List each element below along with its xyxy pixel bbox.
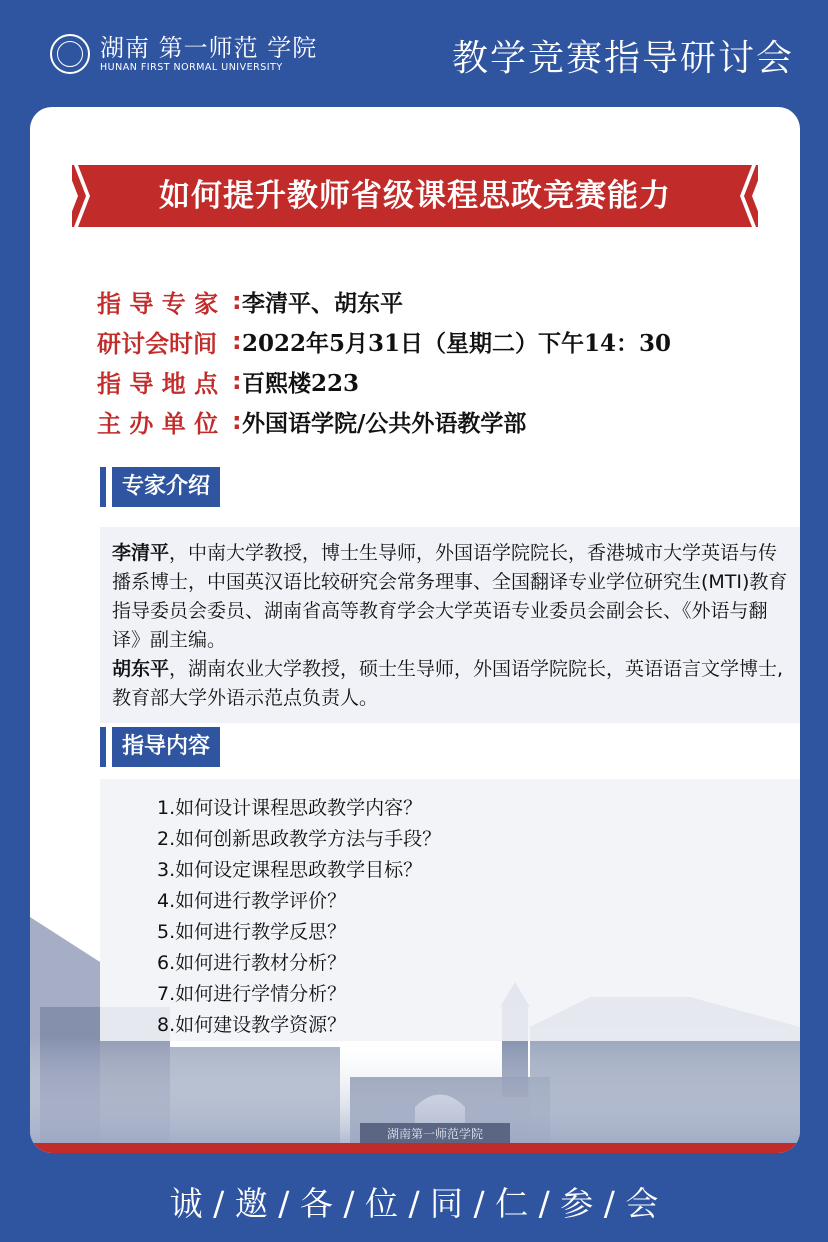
content-panel: [30, 107, 800, 1153]
logo-chinese-name: 湖南 第一师范 学院: [100, 34, 318, 62]
expert-name: 胡东平: [112, 658, 170, 680]
info-row-location: 指 导 地 点 : 百熙楼223: [97, 361, 767, 401]
section-title-experts: [100, 467, 220, 507]
section-title-guidance: [100, 727, 220, 767]
guidance-item: 2.如何创新思政教学方法与手段？: [157, 828, 442, 850]
guidance-item: 1.如何设计课程思政教学内容？: [157, 797, 423, 819]
guidance-list: [157, 793, 441, 1041]
guidance-item: 5.如何进行教学反思？: [157, 921, 347, 943]
guidance-item: 8.如何建设教学资源？: [157, 1014, 347, 1036]
logo-english-name: HUNAN FIRST NORMAL UNIVERSITY: [100, 62, 283, 73]
expert-intro: [100, 527, 800, 723]
guidance-box: [100, 779, 800, 1041]
info-row-expert: 指 导 专 家 : 李清平、胡东平: [97, 281, 767, 321]
header-title: 教学竞赛指导研讨会: [451, 38, 794, 79]
university-seal-icon: [50, 34, 90, 74]
expert-name: 李清平: [112, 542, 170, 564]
guidance-item: 3.如何设定课程思政教学目标？: [157, 859, 423, 881]
info-label: 研讨会时间: [97, 329, 217, 358]
section-label: 指导内容: [112, 727, 220, 767]
expert-bio: ，中南大学教授，博士生导师，外国语学院院长，香港城市大学英语与传播系博士，中国英汉语比较研究会常务理事、全国翻译专业学位研究生(MTI)教育指导委员会委员、湖南省高等教育学会大学英语专业委员会副会长、《外语与翻译》副主编。: [112, 542, 788, 651]
title-banner: [72, 165, 758, 227]
info-row-time: 研讨会时间 : 2022年5月31日（星期二）下午14：30: [97, 321, 767, 361]
guidance-item: 6.如何进行教材分析？: [157, 952, 347, 974]
event-info: [97, 281, 767, 441]
guidance-item: 4.如何进行教学评价？: [157, 890, 347, 912]
header: [0, 0, 828, 105]
info-label: 指 导 地 点: [97, 369, 219, 398]
footer-invitation: 诚 / 邀 / 各 / 位 / 同 / 仁 / 参 / 会: [169, 1184, 659, 1223]
university-logo: [50, 34, 317, 74]
info-value: 百熙楼223: [242, 369, 360, 397]
banner-title: 如何提升教师省级课程思政竞赛能力: [159, 178, 671, 214]
section-label: 专家介绍: [112, 467, 220, 507]
info-row-organizer: 主 办 单 位 : 外国语学院/公共外语教学部: [97, 401, 767, 441]
info-value: 外国语学院/公共外语教学部: [242, 409, 527, 437]
info-label: 指 导 专 家: [97, 289, 219, 318]
expert-bio: ，湖南农业大学教授，硕士生导师，外国语学院院长，英语语言文学博士,教育部大学外语示范点负责人。: [112, 658, 784, 709]
info-value: 李清平、胡东平: [242, 290, 403, 317]
info-label: 主 办 单 位: [97, 409, 219, 438]
info-value: 2022年5月31日（星期二）下午14：30: [242, 329, 672, 357]
guidance-item: 7.如何进行学情分析？: [157, 983, 347, 1005]
campus-gate-sign: 湖南第一师范学院: [386, 1127, 484, 1141]
